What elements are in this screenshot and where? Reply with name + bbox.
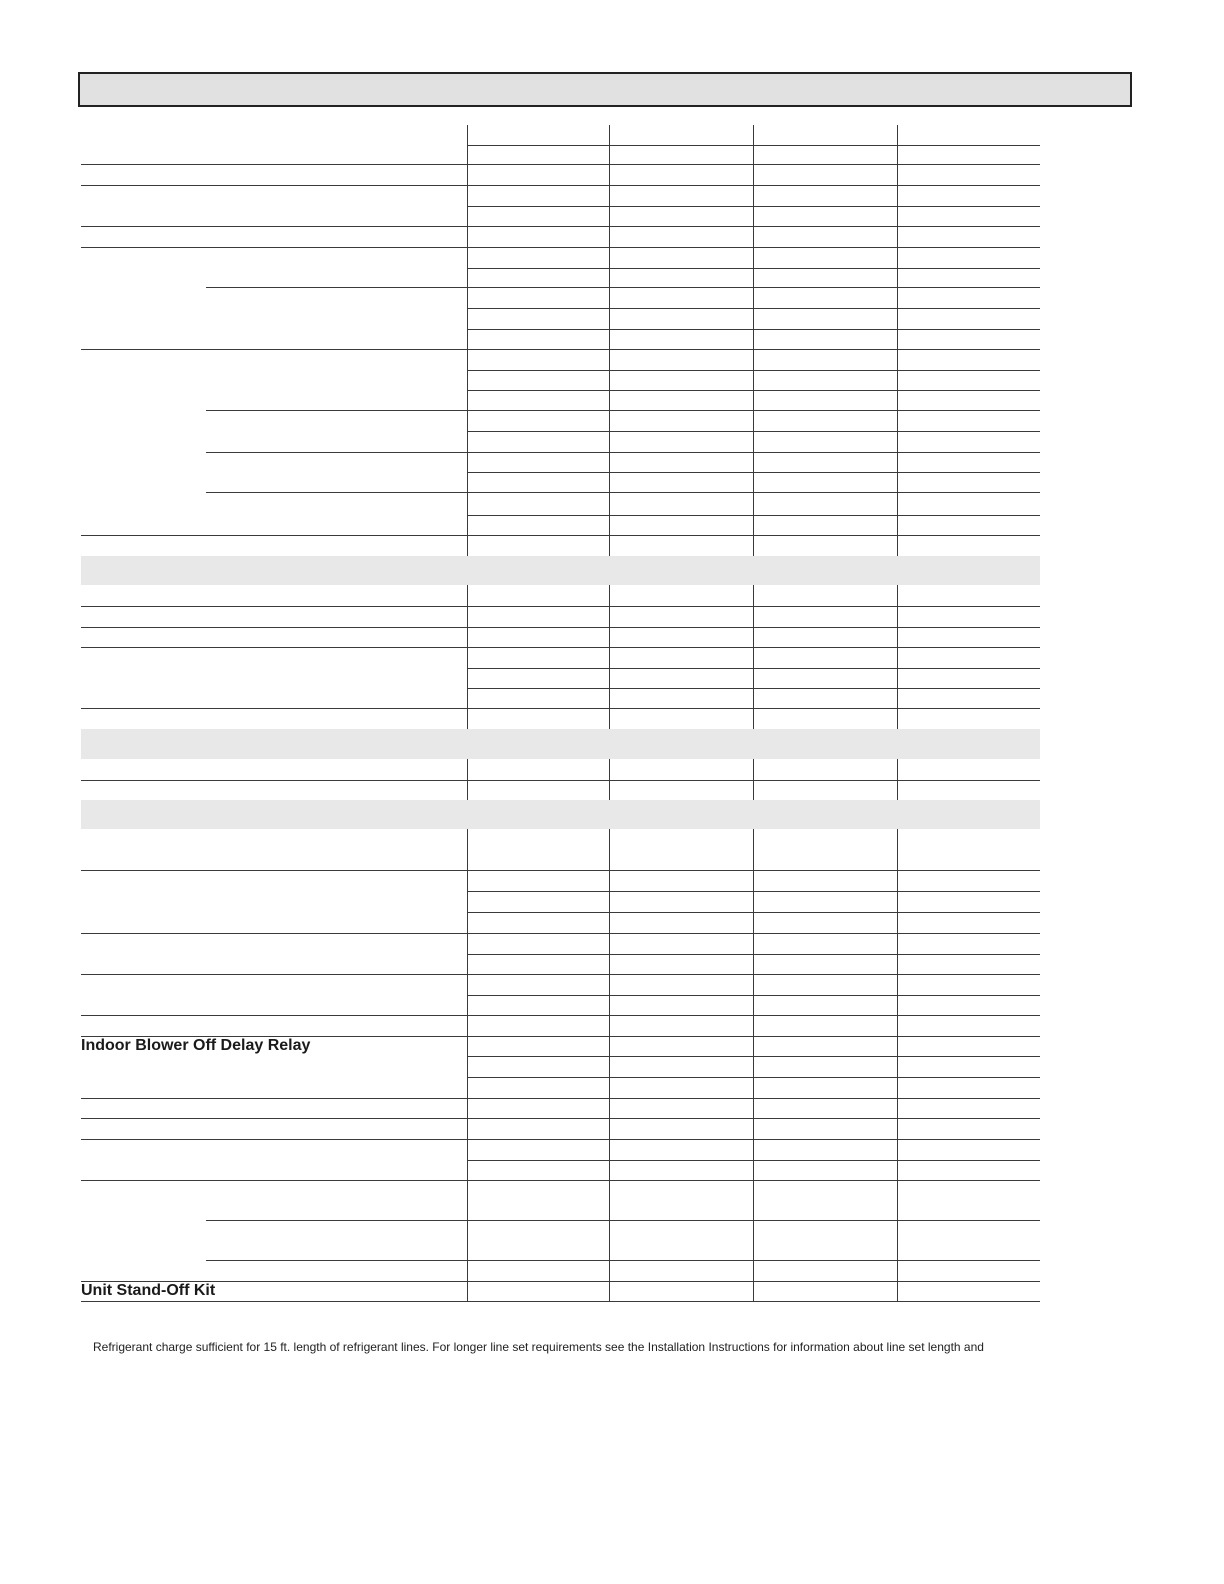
section-band <box>81 729 1040 759</box>
section-band <box>81 556 1040 585</box>
column-divider <box>753 759 754 800</box>
subrow-divider <box>206 1220 1040 1221</box>
subrow-divider <box>206 287 1040 288</box>
row-label-indoor-blower-off-delay-relay: Indoor Blower Off Delay Relay <box>81 1037 311 1054</box>
column-divider <box>609 759 610 800</box>
footnote: Refrigerant charge sufficient for 15 ft. length of refrigerant lines. For longer line set requirements see the Installation Instructions for information about line set length and <box>93 1340 984 1354</box>
subrow-divider <box>206 410 1040 411</box>
section-band <box>81 800 1040 829</box>
column-divider <box>467 829 468 1301</box>
column-divider <box>753 829 754 1301</box>
column-divider <box>609 585 610 729</box>
column-divider <box>467 759 468 800</box>
column-divider <box>897 125 898 556</box>
column-divider <box>897 585 898 729</box>
column-divider <box>609 829 610 1301</box>
column-divider <box>467 125 468 556</box>
column-divider <box>467 585 468 729</box>
column-divider <box>897 829 898 1301</box>
column-divider <box>897 759 898 800</box>
subrow-divider <box>206 1260 1040 1261</box>
row-label-unit-standoff-kit: Unit Stand-Off Kit <box>81 1282 216 1299</box>
column-divider <box>753 125 754 556</box>
subrow-divider <box>206 492 1040 493</box>
column-divider <box>609 125 610 556</box>
column-divider <box>753 585 754 729</box>
row-divider <box>81 1301 1040 1302</box>
subrow-divider <box>206 452 1040 453</box>
